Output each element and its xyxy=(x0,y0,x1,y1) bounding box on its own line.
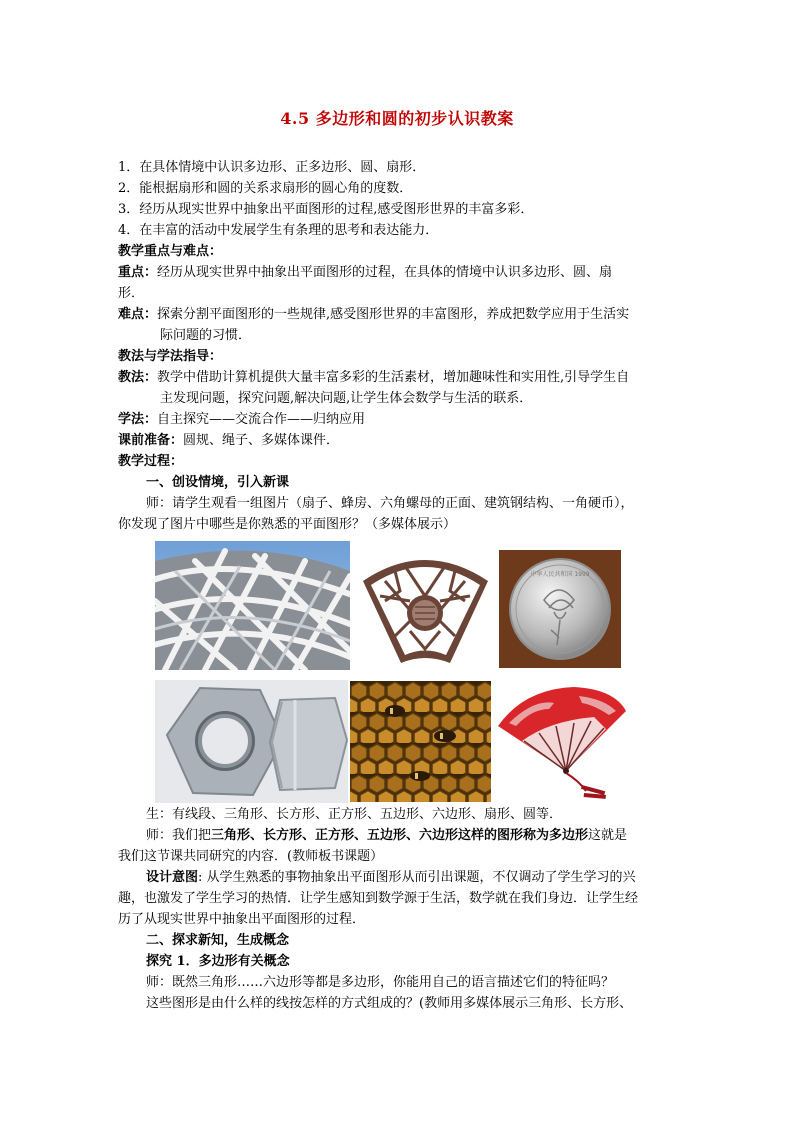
key-point-line-1 xyxy=(118,263,612,283)
teacher-line-1a: 师：请学生观看一组图片（扇子、蜂房、六角螺母的正面、建筑钢结构、一角硬币）， xyxy=(146,496,634,511)
difficult-point-line-1 xyxy=(118,305,629,325)
preparation xyxy=(118,431,339,451)
teach-label: 教法： xyxy=(118,370,158,385)
learn-text: 自主探究——交流合作——归纳应用 xyxy=(157,412,366,427)
objective-3: 3．经历从现实世界中抽象出平面图形的过程,感受图形世界的丰富多彩． xyxy=(118,202,534,217)
design-intent-line-3: 历了从现实世界中抽象出平面图形的过程． xyxy=(118,912,366,927)
difficult-text: 探索分割平面图形的一些规律,感受图形世界的丰富图形，养成把数学应用于生活实 xyxy=(157,307,630,322)
prep-text: 圆规、绳子、多媒体课件． xyxy=(183,433,340,448)
teach-text: 教学中借助计算机提供大量丰富多彩的生活素材，增加趣味性和实用性,引导学生自 xyxy=(157,370,630,385)
teacher2-prefix: 师：我们把 xyxy=(146,828,212,843)
difficult-label: 难点： xyxy=(118,307,158,322)
section-2-heading: 二、探求新知，生成概念 xyxy=(146,933,290,948)
steel-structure-photo xyxy=(155,541,350,670)
method-heading: 教法与学法指导： xyxy=(118,349,223,364)
hex-nut-photo xyxy=(155,680,348,803)
objective-4: 4．在丰富的活动中发展学生有条理的思考和表达能力． xyxy=(118,223,439,238)
objective-2: 2．能根据扇形和圆的关系求扇形的圆心角的度数． xyxy=(118,181,413,196)
design-intent-line-1 xyxy=(146,868,636,888)
teach-method-line-1 xyxy=(118,368,629,388)
coin-photo xyxy=(499,550,621,668)
prep-label: 课前准备： xyxy=(118,433,184,448)
learn-label: 学法： xyxy=(118,412,158,427)
fan-lattice-window-photo xyxy=(355,541,496,670)
key-heading: 教学重点与难点： xyxy=(118,244,223,259)
teacher-line-2b: 我们这节课共同研究的内容．(教师板书课题） xyxy=(118,849,384,864)
design-text-a: : 从学生熟悉的事物抽象出平面图形从而引出课题，不仅调动了学生学习的兴 xyxy=(198,870,636,885)
teacher-line-4: 这些图形是由什么样的线按怎样的方式组成的？(教师用多媒体展示三角形、长方形、 xyxy=(146,996,633,1011)
key-point-line-2: 形． xyxy=(118,286,145,301)
explore-1-heading: 探究 1．多边形有关概念 xyxy=(146,954,290,969)
objective-1: 1．在具体情境中认识多边形、正多边形、圆、扇形． xyxy=(118,160,426,175)
coin-inscription: 中华人民共和国 1999 xyxy=(530,571,590,578)
difficult-point-line-2: 际问题的习惯． xyxy=(160,328,252,343)
document-title: 4.5 多边形和圆的初步认识教案 xyxy=(280,109,514,128)
teacher-line-3: 师：既然三角形……六边形等都是多边形，你能用自己的语言描述它们的特征吗？ xyxy=(146,975,615,990)
polygon-definition: 三角形、长方形、正方形、五边形、六边形这样的图形称为多边形 xyxy=(211,828,589,843)
design-label: 设计意图 xyxy=(146,870,199,885)
key-label: 重点： xyxy=(118,265,158,280)
folding-fan-photo xyxy=(494,681,628,805)
teacher2-suffix: 这就是 xyxy=(588,828,628,843)
honeycomb-photo xyxy=(350,681,491,802)
process-heading: 教学过程： xyxy=(118,454,184,469)
design-intent-line-2: 趣，也激发了学生学习的热情．让学生感知到数学源于生活，数学就在我们身边．让学生经 xyxy=(118,891,639,906)
teach-method-line-2: 主发现问题，探究问题,解决问题,让学生体会数学与生活的联系． xyxy=(160,391,533,406)
section-1-heading: 一、创设情境，引入新课 xyxy=(146,475,290,490)
key-text: 经历从现实世界中抽象出平面图形的过程，在具体的情境中认识多边形、圆、扇 xyxy=(157,265,613,280)
teacher-line-2a xyxy=(146,826,627,846)
teacher-line-1b: 你发现了图片中哪些是你熟悉的平面图形？（多媒体展示） xyxy=(118,517,457,532)
learn-method xyxy=(118,410,365,430)
student-answer: 生：有线段、三角形、长方形、正方形、五边形、六边形、扇形、圆等． xyxy=(146,807,563,822)
